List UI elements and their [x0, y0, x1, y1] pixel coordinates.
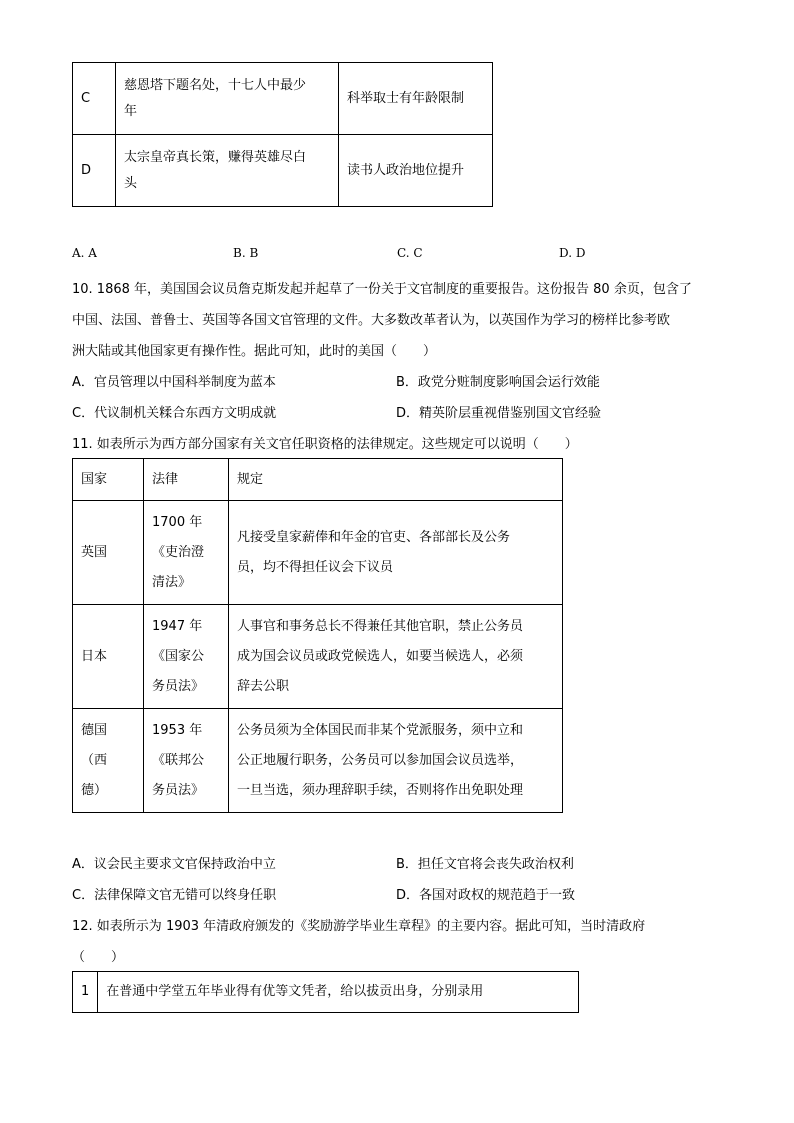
table-row	[73, 501, 563, 605]
law-line: 《联邦公	[152, 752, 205, 768]
law-line: 1953 年	[152, 722, 203, 738]
law-cell	[144, 605, 229, 709]
country-line: 德国	[81, 722, 108, 738]
header-rule: 规定	[229, 459, 563, 501]
rule-cell	[229, 709, 563, 813]
rule-line: 一旦当选，须办理辞职手续，否则将作出免职处理	[237, 782, 524, 798]
law-line: 务员法》	[152, 782, 205, 798]
table-row	[73, 63, 493, 135]
rule-line: 公务员须为全体国民而非某个党派服务，须中立和	[237, 722, 524, 738]
poem-cell	[116, 135, 339, 207]
q11-option-a[interactable]: A．议会民主要求文官保持政治中立	[72, 857, 276, 872]
q11-stem: 11. 如表所示为西方部分国家有关文官任职资格的法律规定。这些规定可以说明（ ）	[72, 437, 578, 452]
meaning-cell: 科举取士有年龄限制	[339, 63, 493, 135]
rule-cell	[229, 501, 563, 605]
content-cell: 在普通中学堂五年毕业得有优等文凭者，给以拔贡出身，分别录用	[98, 972, 579, 1013]
q10-stem-line: 10. 1868 年，美国国会议员詹克斯发起并起草了一份关于文官制度的重要报告。这份报告 80 余页，包含了	[72, 282, 692, 297]
row-number-cell: 1	[73, 972, 98, 1013]
table-row	[73, 972, 579, 1013]
law-line: 1700 年	[152, 514, 203, 530]
q9-answer-options	[72, 246, 712, 266]
header-law: 法律	[144, 459, 229, 501]
law-line: 《吏治澄	[152, 544, 205, 560]
q10-option-a[interactable]: A．官员管理以中国科举制度为蓝本	[72, 375, 276, 390]
poem-line: 头	[124, 175, 138, 191]
country-line: 日本	[81, 648, 108, 664]
rule-line: 辞去公职	[237, 678, 290, 694]
country-line: 德）	[81, 782, 108, 798]
law-line: 《国家公	[152, 648, 205, 664]
q12-table	[72, 971, 579, 1013]
q10-option-d[interactable]: D．精英阶层重视借鉴别国文官经验	[396, 406, 602, 421]
option-letter-cell: D	[73, 135, 116, 207]
q10-stem-line: 中国、法国、普鲁士、英国等各国文官管理的文件。大多数改革者认为，以英国作为学习的榜样比参考欧	[72, 313, 671, 328]
option-c[interactable]: C. C	[397, 246, 423, 260]
option-d[interactable]: D. D	[559, 246, 586, 260]
table-header-row	[73, 459, 563, 501]
rule-line: 员，均不得担任议会下议员	[237, 559, 394, 575]
q11-option-c[interactable]: C．法律保障文官无错可以终身任职	[72, 888, 277, 903]
rule-line: 成为国会议员或政党候选人，如要当候选人，必须	[237, 648, 524, 664]
poem-cell	[116, 63, 339, 135]
q12-stem-line: （ ）	[72, 950, 125, 965]
q12-stem-line: 12. 如表所示为 1903 年清政府颁发的《奖励游学毕业生章程》的主要内容。据此可知，当时清政府	[72, 919, 646, 934]
q9-options-table	[72, 62, 493, 207]
q11-option-d[interactable]: D．各国对政权的规范趋于一致	[396, 888, 576, 903]
country-cell	[73, 709, 144, 813]
option-letter-cell: C	[73, 63, 116, 135]
law-line: 1947 年	[152, 618, 203, 634]
table-row	[73, 605, 563, 709]
poem-line: 慈恩塔下题名处，十七人中最少	[124, 77, 307, 93]
poem-line: 年	[124, 103, 138, 119]
table-row	[73, 709, 563, 813]
option-b[interactable]: B. B	[233, 246, 259, 260]
q10-option-b[interactable]: B．政党分赃制度影响国会运行效能	[396, 375, 600, 390]
q11-law-table	[72, 458, 563, 813]
law-cell	[144, 501, 229, 605]
meaning-cell: 读书人政治地位提升	[339, 135, 493, 207]
country-line: 英国	[81, 544, 108, 560]
rule-line: 人事官和事务总长不得兼任其他官职，禁止公务员	[237, 618, 524, 634]
poem-line: 太宗皇帝真长策，赚得英雄尽白	[124, 149, 307, 165]
rule-line: 公正地履行职务，公务员可以参加国会议员选举，	[237, 752, 524, 768]
q10-option-c[interactable]: C．代议制机关糅合东西方文明成就	[72, 406, 277, 421]
country-cell	[73, 605, 144, 709]
q10-stem-line: 洲大陆或其他国家更有操作性。据此可知，此时的美国（ ）	[72, 344, 437, 359]
country-cell	[73, 501, 144, 605]
law-cell	[144, 709, 229, 813]
rule-line: 凡接受皇家薪俸和年金的官吏、各部部长及公务	[237, 529, 511, 545]
q11-option-b[interactable]: B．担任文官将会丧失政治权利	[396, 857, 574, 872]
country-line: （西	[81, 752, 108, 768]
rule-cell	[229, 605, 563, 709]
header-country: 国家	[73, 459, 144, 501]
option-a[interactable]: A. A	[72, 246, 97, 260]
table-row	[73, 135, 493, 207]
law-line: 务员法》	[152, 678, 205, 694]
law-line: 清法》	[152, 574, 192, 590]
